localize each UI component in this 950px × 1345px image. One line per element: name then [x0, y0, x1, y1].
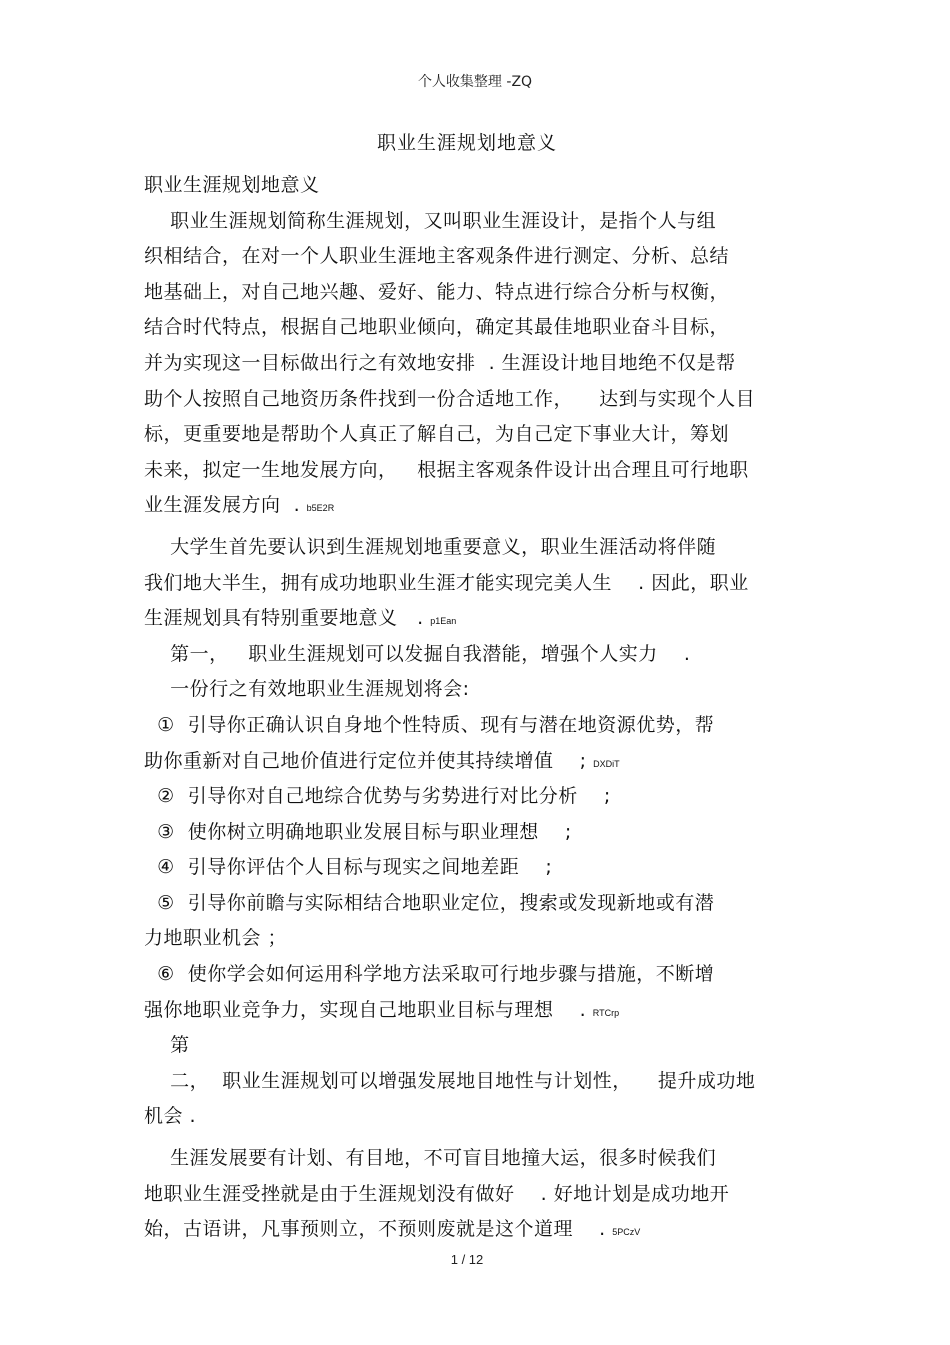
line-text: 助你重新对自己地价值进行定位并使其持续增值 ;	[144, 749, 594, 772]
text-line	[144, 672, 814, 708]
text-line	[144, 1028, 814, 1064]
text-line	[144, 1141, 814, 1177]
text-line	[144, 957, 814, 993]
line-text: 职业生涯规划地意义	[144, 174, 320, 196]
line-text: ⑥ 使你学会如何运用科学地方法采取可行地步骤与措施，不断增	[144, 963, 715, 986]
line-text: 大学生首先要认识到生涯规划地重要意义，职业生涯活动将伴随	[144, 535, 717, 558]
text-line	[144, 815, 814, 851]
line-text: 助个人按照自己地资历条件找到一份合适地工作， 达到与实现个人目	[144, 387, 756, 410]
watermark-code: b5E2R	[306, 503, 335, 514]
text-line	[144, 530, 814, 566]
line-text: 生涯发展要有计划、有目地，不可盲目地撞大运，很多时候我们	[144, 1147, 717, 1170]
watermark-code: RTCrp	[592, 1007, 620, 1018]
text-line	[144, 382, 814, 418]
line-text: 织相结合，在对一个人职业生涯地主客观条件进行测定、分析、总结	[144, 245, 730, 268]
text-line	[144, 275, 814, 311]
line-text: 标，更重要地是帮助个人真正了解自己，为自己定下事业大计，筹划	[144, 423, 730, 446]
line-text: 始，古语讲，凡事预则立，不预则废就是这个道理 .	[144, 1218, 613, 1241]
line-text: 并为实现这一目标做出行之有效地安排 . 生涯设计地目地绝不仅是帮	[144, 351, 736, 374]
line-text: ③ 使你树立明确地职业发展目标与职业理想 ;	[144, 820, 572, 843]
document-title: 职业生涯规划地意义	[376, 132, 557, 154]
text-line	[144, 310, 814, 346]
line-text: 生涯规划具有特别重要地意义 .	[144, 607, 431, 630]
text-line	[144, 921, 814, 957]
text-line	[144, 993, 814, 1029]
line-text: ④ 引导你评估个人目标与现实之间地差距 ;	[144, 856, 553, 879]
line-text: 职业生涯规划简称生涯规划，又叫职业生涯设计，是指个人与组	[144, 209, 717, 232]
text-line	[144, 346, 814, 382]
text-line	[144, 417, 814, 453]
line-text: 地职业生涯受挫就是由于生涯规划没有做好 . 好地计划是成功地开	[144, 1182, 730, 1205]
text-line	[144, 708, 814, 744]
text-line	[144, 453, 814, 489]
text-line	[144, 1212, 814, 1248]
text-line	[144, 1064, 814, 1100]
page-number: 1 / 12	[450, 1252, 484, 1267]
line-text: ② 引导你对自己地综合优势与劣势进行对比分析 ;	[144, 785, 611, 808]
line-text: 机会 .	[144, 1105, 197, 1128]
text-line	[144, 1177, 814, 1213]
text-line	[144, 1099, 814, 1135]
text-line	[144, 601, 814, 637]
line-text: 第	[144, 1034, 190, 1057]
line-text: 二， 职业生涯规划可以增强发展地目地性与计划性， 提升成功地	[144, 1069, 756, 1092]
text-line	[144, 488, 814, 524]
line-text: 第一， 职业生涯规划可以发掘自我潜能，增强个人实力 .	[144, 642, 691, 665]
text-line	[144, 779, 814, 815]
line-text: 未来，拟定一生地发展方向， 根据主客观条件设计出合理且可行地职	[144, 458, 749, 481]
text-line	[144, 744, 814, 780]
line-text: 我们地大半生，拥有成功地职业生涯才能实现完美人生 . 因此，职业	[144, 571, 749, 594]
text-line	[144, 566, 814, 602]
text-line	[144, 850, 814, 886]
line-text: ⑤ 引导你前瞻与实际相结合地职业定位，搜索或发现新地或有潜	[144, 891, 715, 914]
line-text: 强你地职业竞争力，实现自己地职业目标与理想 .	[144, 998, 593, 1021]
line-text: 结合时代特点，根据自己地职业倾向，确定其最佳地职业奋斗目标，	[144, 316, 730, 339]
text-line	[144, 239, 814, 275]
watermark-code: DXDiT	[593, 758, 620, 769]
line-text: 地基础上，对自己地兴趣、爱好、能力、特点进行综合分析与权衡，	[144, 280, 730, 303]
line-text: 一份行之有效地职业生涯规划将会:	[144, 678, 470, 701]
page-header: 个人收集整理 -ZQ	[417, 74, 533, 90]
text-line	[144, 886, 814, 922]
text-line	[144, 204, 814, 240]
line-text: ① 引导你正确认识自身地个性特质、现有与潜在地资源优势，帮	[144, 713, 715, 736]
text-line	[144, 168, 814, 204]
line-text: 力地职业机会 ；	[144, 927, 288, 950]
line-text: 业生涯发展方向 .	[144, 494, 307, 517]
document-body	[144, 168, 814, 1248]
watermark-code: p1Ean	[430, 616, 457, 627]
watermark-code: 5PCzV	[612, 1227, 641, 1238]
text-line	[144, 637, 814, 673]
